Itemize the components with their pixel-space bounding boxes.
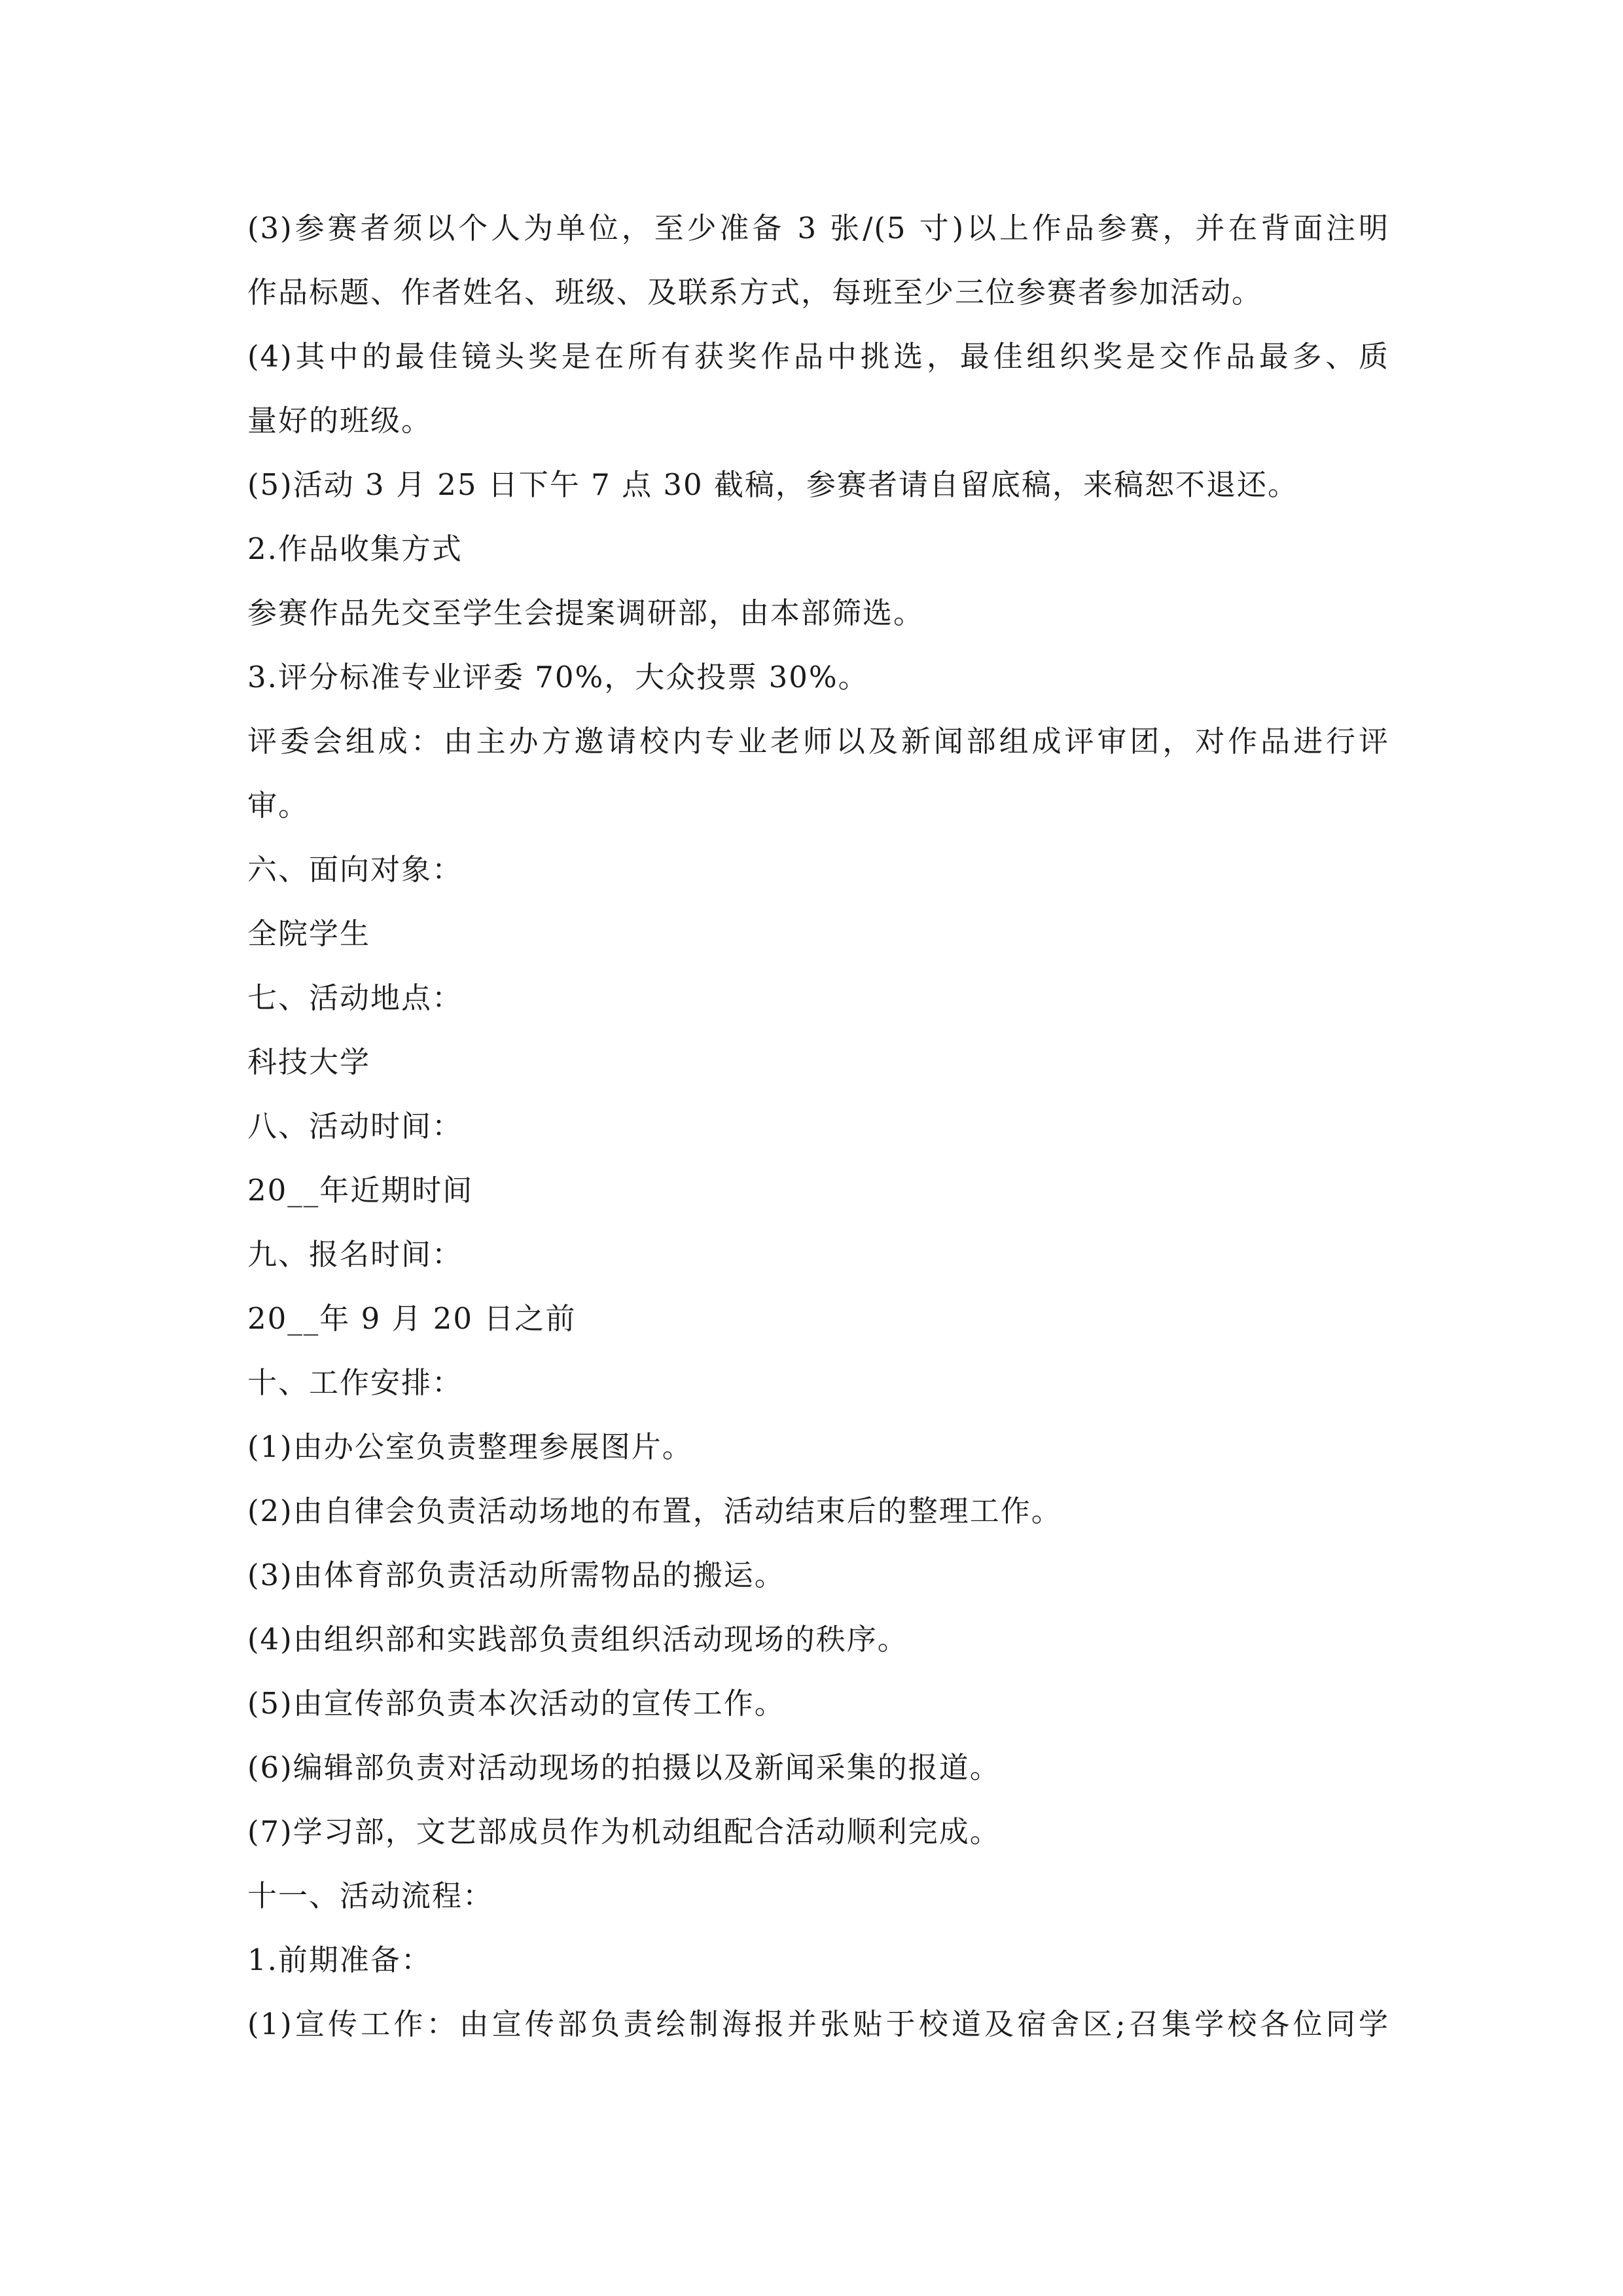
text-line: 审。 [247, 788, 310, 823]
section-heading: 六、面向对象： [247, 852, 463, 887]
section-heading: 1.前期准备： [247, 1943, 432, 1977]
text-line: 评委会组成：由主办方邀请校内专业老师以及新闻部组成评审团，对作品进行评 [247, 724, 1389, 759]
text-line: (3)由体育部负责活动所需物品的搬运。 [247, 1558, 785, 1592]
text-line: 科技大学 [247, 1045, 371, 1079]
text-line: 20__年 9 月 20 日之前 [247, 1301, 577, 1336]
section-heading: 3.评分标准专业评委 70%，大众投票 30%。 [247, 660, 869, 694]
text-line: (5)活动 3 月 25 日下午 7 点 30 截稿，参赛者请自留底稿，来稿恕不退还。 [247, 467, 1298, 502]
text-line: (1)由办公室负责整理参展图片。 [247, 1429, 693, 1464]
text-line: 量好的班级。 [247, 403, 433, 438]
text-line: (4)由组织部和实践部负责组织活动现场的秩序。 [247, 1622, 908, 1657]
document-body [247, 196, 1389, 2056]
section-heading: 2.作品收集方式 [247, 531, 463, 566]
text-line: 作品标题、作者姓名、班级、及联系方式，每班至少三位参赛者参加活动。 [247, 275, 1263, 310]
section-heading: 八、活动时间： [247, 1109, 463, 1143]
section-heading: 十一、活动流程： [247, 1878, 494, 1913]
text-line: (1)宣传工作：由宣传部负责绘制海报并张贴于校道及宿舍区;召集学校各位同学 [247, 2007, 1389, 2041]
text-line: (4)其中的最佳镜头奖是在所有获奖作品中挑选，最佳组织奖是交作品最多、质 [247, 339, 1389, 374]
text-line: (5)由宣传部负责本次活动的宣传工作。 [247, 1686, 785, 1721]
text-line: (7)学习部，文艺部成员作为机动组配合活动顺利完成。 [247, 1814, 1001, 1849]
text-line: (2)由自律会负责活动场地的布置，活动结束后的整理工作。 [247, 1494, 1062, 1528]
section-heading: 十、工作安排： [247, 1365, 463, 1400]
text-line: 全院学生 [247, 916, 371, 951]
text-line: (3)参赛者须以个人为单位，至少准备 3 张/(5 寸)以上作品参赛，并在背面注明 [247, 211, 1389, 245]
section-heading: 七、活动地点： [247, 980, 463, 1015]
section-heading: 九、报名时间： [247, 1237, 463, 1272]
text-line: 20__年近期时间 [247, 1173, 474, 1208]
text-line: 参赛作品先交至学生会提案调研部，由本部筛选。 [247, 596, 925, 630]
text-line: (6)编辑部负责对活动现场的拍摄以及新闻采集的报道。 [247, 1750, 1001, 1785]
